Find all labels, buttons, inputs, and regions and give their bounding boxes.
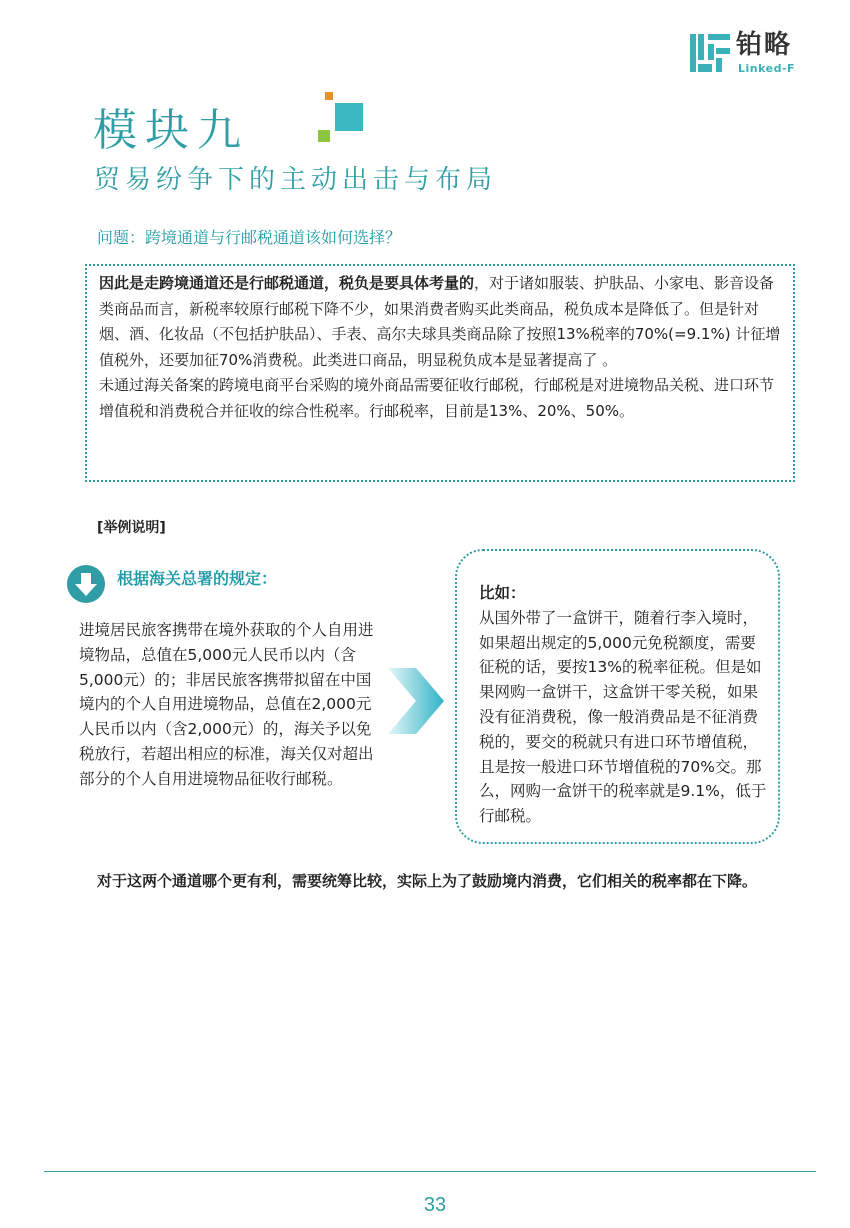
conclusion-text: 对于这两个通道哪个更有利，需要统筹比较，实际上为了鼓励境内消费，它们相关的税率都在下降。: [97, 872, 758, 890]
decor-square-green: [318, 130, 330, 142]
rule-text: 进境居民旅客携带在境外获取的个人自用进境物品，总值在5,000元人民币以内（含5,000元）的；非居民旅客携带拟留在中国境内的个人自用进境物品，总值在2,000元人民币以内（含2,000元）的，海关予以免税放行，若超出相应的标准，海关仅对超出部分的个人自用进境物品征收行邮税。: [79, 621, 374, 788]
rule-heading: 根据海关总署的规定：: [117, 569, 278, 588]
example-label: [举例说明]: [97, 520, 166, 536]
module-title: 模块九: [93, 105, 249, 156]
explanation-paragraph-2: 未通过海关备案的跨境电商平台采购的境外商品需要征收行邮税，行邮税是对进境物品关税、进口环节增值税和消费税合并征收的综合性税率。行邮税率，目前是13%、20%、50%。: [99, 376, 775, 420]
footer-divider: [44, 1171, 816, 1172]
chevron-right-arrow-icon: [388, 668, 444, 734]
decor-square-orange: [325, 92, 333, 100]
page-number: 33: [423, 1194, 447, 1216]
download-arrow-icon: [67, 565, 105, 603]
explanation-bold-lead: 因此是走跨境通道还是行邮税通道，税负是要具体考量的: [99, 274, 475, 292]
example-case-heading: 比如：: [479, 584, 526, 602]
module-subtitle: 贸易纷争下的主动出击与布局: [94, 165, 498, 195]
logo-mark-icon: [690, 34, 730, 72]
example-case-box: [455, 549, 780, 844]
explanation-box: [85, 264, 795, 482]
explanation-paragraph-1-rest: ，对于诸如服装、护肤品、小家电、影音设备类商品而言，新税率较原行邮税下降不少，如果消费者购买此类商品，税负成本是降低了。但是针对烟、酒、化妆品（不包括护肤品）、手表、高尔夫球具类商品除了按照13%税率的70%(=9.1%) 计征增值税外，还要加征70%消费税。此类进口商品，明显税负成本是显著提高了 。: [99, 274, 781, 369]
question-heading: 问题：跨境通道与行邮税通道该如何选择？: [97, 228, 402, 247]
explanation-paragraph-1: [99, 271, 781, 373]
example-case-text: 从国外带了一盒饼干，随着行李入境时，如果超出规定的5,000元免税额度，需要征税的话，要按13%的税率征税。但是如果网购一盒饼干，这盒饼干零关税，如果没有征消费税，像一般消费品是不征消费税的，要交的税就只有进口环节增值税，且是按一般进口环节增值税的70%交。那么，网购一盒饼干的税率就是9.1%，低于行邮税。: [479, 608, 767, 826]
logo-name-en: Linked-F: [738, 62, 796, 75]
brand-logo: [690, 32, 820, 76]
decor-square-teal: [335, 103, 363, 131]
logo-name-cn: 铂略: [736, 30, 793, 60]
